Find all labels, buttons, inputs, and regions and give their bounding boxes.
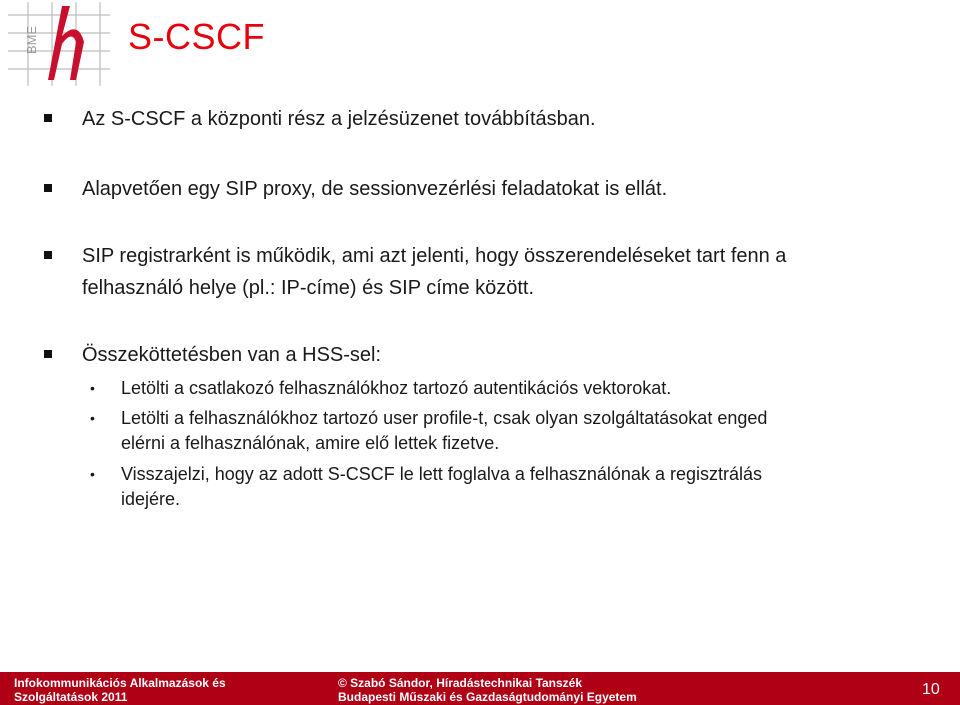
footer-author (338, 676, 637, 704)
square-bullet-icon (44, 350, 52, 358)
slide-title: S-CSCF (128, 16, 265, 57)
bullet-text: Az S-CSCF a központi rész a jelzésüzenet továbbításban. (82, 108, 596, 130)
sub-bullet-text-line: Letölti a felhasználókhoz tartozó user profile-t, csak olyan szolgáltatásokat enged (121, 408, 768, 428)
square-bullet-icon (44, 251, 52, 259)
bme-logo-graphic (0, 0, 115, 90)
round-bullet-icon: • (90, 380, 95, 396)
page-number: 10 (922, 681, 940, 698)
bullet-text: Alapvetően egy SIP proxy, de sessionvezérlési feladatokat is ellát. (82, 178, 668, 200)
sub-bullet-text-line: elérni a felhasználónak, amire elő lettek fizetve. (121, 433, 500, 453)
bullet-text: Összeköttetésben van a HSS-sel: (82, 344, 382, 366)
sub-bullet-text-line: Visszajelzi, hogy az adott S-CSCF le lett foglalva a felhasználónak a regisztrálás (121, 464, 762, 484)
sub-bullet-text: Letölti a csatlakozó felhasználókhoz tartozó autentikációs vektorokat. (121, 378, 672, 398)
footer-course-line: Szolgáltatások 2011 (14, 690, 128, 704)
bullet-text-line: felhasználó helye (pl.: IP-címe) és SIP címe között. (82, 277, 535, 299)
footer-bar (0, 672, 960, 705)
footer-author-line: Budapesti Műszaki és Gazdaságtudományi Egyetem (338, 690, 637, 704)
footer-course-line: Infokommunikációs Alkalmazások és (14, 676, 226, 690)
square-bullet-icon (44, 184, 52, 192)
sub-bullet-text-line: idejére. (121, 489, 181, 509)
svg-text:BME: BME (24, 25, 39, 55)
footer-author-line: © Szabó Sándor, Híradástechnikai Tanszék (338, 676, 583, 690)
bme-logo (0, 0, 115, 90)
bullet-text-line: SIP registrarként is működik, ami azt jelenti, hogy összerendeléseket tart fenn a (82, 245, 787, 267)
footer-course (14, 676, 226, 704)
round-bullet-icon: • (90, 466, 95, 482)
round-bullet-icon: • (90, 410, 95, 426)
square-bullet-icon (44, 114, 52, 122)
